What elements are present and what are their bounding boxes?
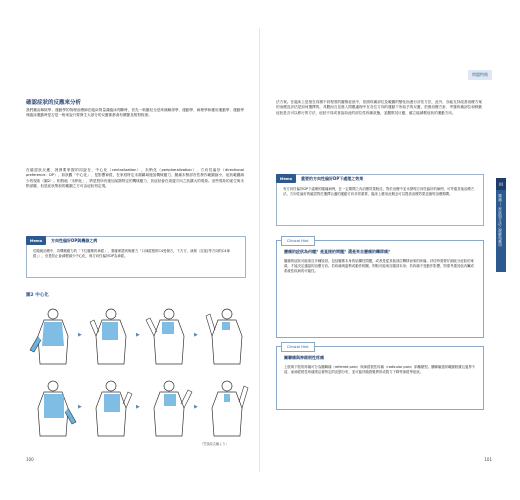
- page-gutter: [259, 28, 260, 472]
- memo-title: 方向性偏好DP與機器之病: [51, 238, 98, 243]
- right-page: [266, 28, 506, 472]
- memo-title-right: 重要的方向性偏好DP下處理之效果: [301, 176, 364, 181]
- clinical-hint-title: 關聯痛與神經根性疼痛: [284, 355, 324, 360]
- memo-tag: Memo: [276, 174, 296, 183]
- chapter-side-tab: [496, 178, 506, 272]
- intro-text: 法方案。在臨床上是指在同層不同程度的腰椎症狀中，依照疼痛部位及範圍的變化而進行評估方法，此外，亦能支持改善治療方案的治療及評估是如何選擇的，具體而言並進入問題處理中在各位方向的運動下所給予的反應，依照治療方針，考慮疼痛部位和移動症狀是否可以移行的方法、症狀不同或者說如此的部位性疼痛狀態，並觀察其反應，確立能減輕症狀的運動方向。: [276, 100, 482, 115]
- body-figure-7: [142, 378, 196, 438]
- memo-box: [26, 236, 246, 278]
- arrow-icon: ▶: [194, 332, 198, 338]
- figure-label: 圖2 中心化: [26, 293, 49, 298]
- section-title: 確認症狀的反應來分析: [26, 100, 82, 106]
- body-figure-6: [84, 378, 138, 438]
- clinical-hint-tag: Clinical Hint: [281, 342, 315, 352]
- paragraph-2: 在確認狀反應，誘發要掌握的同距在，中心化（centralization），末梢化（peripheralization）、方向性偏好（directional preference：DP），如狀觀「中心化」、是影響神經，在家庭特定末端屬域施加機械應力，腰痛末梢部首性發作範圍縮小，症狀範圍減少的現象（圖2）。相對地「末梢化」，將是對所有施加某類特定的機械應力，其症狀會在周邊方向之狀擴大的現象。這些現象的產生與末梢部腰、但是症狀集取的範圍之方可由症狀判定現。: [26, 168, 244, 188]
- side-tab-text: 腰痛 — 症狀與方法之理解與應用: [498, 194, 503, 247]
- figure-source: （笠原政志編より）: [200, 442, 229, 446]
- body-figure-8: [200, 378, 254, 438]
- left-page: [14, 28, 254, 472]
- body-figure-1: [26, 306, 80, 366]
- memo-tag: Memo: [26, 236, 46, 245]
- arrow-icon: ▶: [136, 404, 140, 410]
- clinical-hint-title: 腰痛的症狀為何種？是直接的問題？還是來自腰痛的轉移痛？: [284, 249, 392, 254]
- body-figure-4: [200, 306, 254, 366]
- clinical-hint-box-1: [276, 240, 484, 338]
- clinical-hint-text: 腰痛的症狀可能來自多種原因，包括腰椎本身的結構性問題，或者是從其他部位轉移而來的疼痛。評估時需要仔細區分症狀的來源，才能決定適當的治療方向。若疼痛與姿勢或動作相關，則較可能來自腰部本身；若疼痛不受動作影響，則需考慮其他內臟或系統性疾病的可能性。: [284, 259, 474, 273]
- arrow-icon: ▶: [78, 332, 82, 338]
- paragraph-1: 我們藉由解除學、運動學的物理治療師在臨床則量識臨床判斷時，首先一般圍兒全是疼痛解剖學、運動學、病理學和應用運動學、運動學與臨床運動時是否是一般來說只要發生大部分的反應都都會有關節及相對較深。: [26, 108, 244, 118]
- body-figure-3: [142, 306, 196, 366]
- memo-text: 於隨就治療中，若機械應力的「下位腰椎的神經」，要確保證到與應力「口神經根的C4受傷方，下方方、演劍（拉延)等方向的C4神經」），至是防止會減輕減少中心化，與方向性偏好DP為神經。: [33, 249, 230, 258]
- body-figure-2: [84, 306, 138, 366]
- clinical-hint-box-2: [276, 346, 484, 410]
- arrow-icon: ▶: [194, 404, 198, 410]
- arrow-icon: ▶: [136, 332, 140, 338]
- body-figure-5: [26, 378, 80, 438]
- running-head: 問題特徵: [468, 70, 492, 80]
- clinical-hint-text: 上肢與下肢的疼痛可分為關聯痛（referred pain）與神經根性疼痛（radicular pain）兩種類型。關聯痛通常範圍較廣且邊界不清，而神經根性疼痛則沿著特定的皮節分布，並可能伴隨感覺異常或肌力下降等神經學症狀。: [284, 365, 476, 374]
- clinical-hint-tag: Clinical Hint: [281, 236, 315, 246]
- page-number-right: 101: [484, 457, 492, 462]
- memo-box-right: [276, 174, 484, 226]
- chapter-number-tab: III: [496, 178, 506, 190]
- memo-text-right: 有方向性偏好DP下處理的腰痛病例，在一定期間之內治療效果較佳，對於治療中並未發現方向性偏好的病例，可考慮其他治療方法。方向性偏好的確認對於選擇合適的運動方向非常重要，臨床上應用此概念可以提高治療效果並縮短治療期間。: [283, 187, 475, 196]
- arrow-icon: ▶: [78, 404, 82, 410]
- page-number-left: 100: [26, 457, 34, 462]
